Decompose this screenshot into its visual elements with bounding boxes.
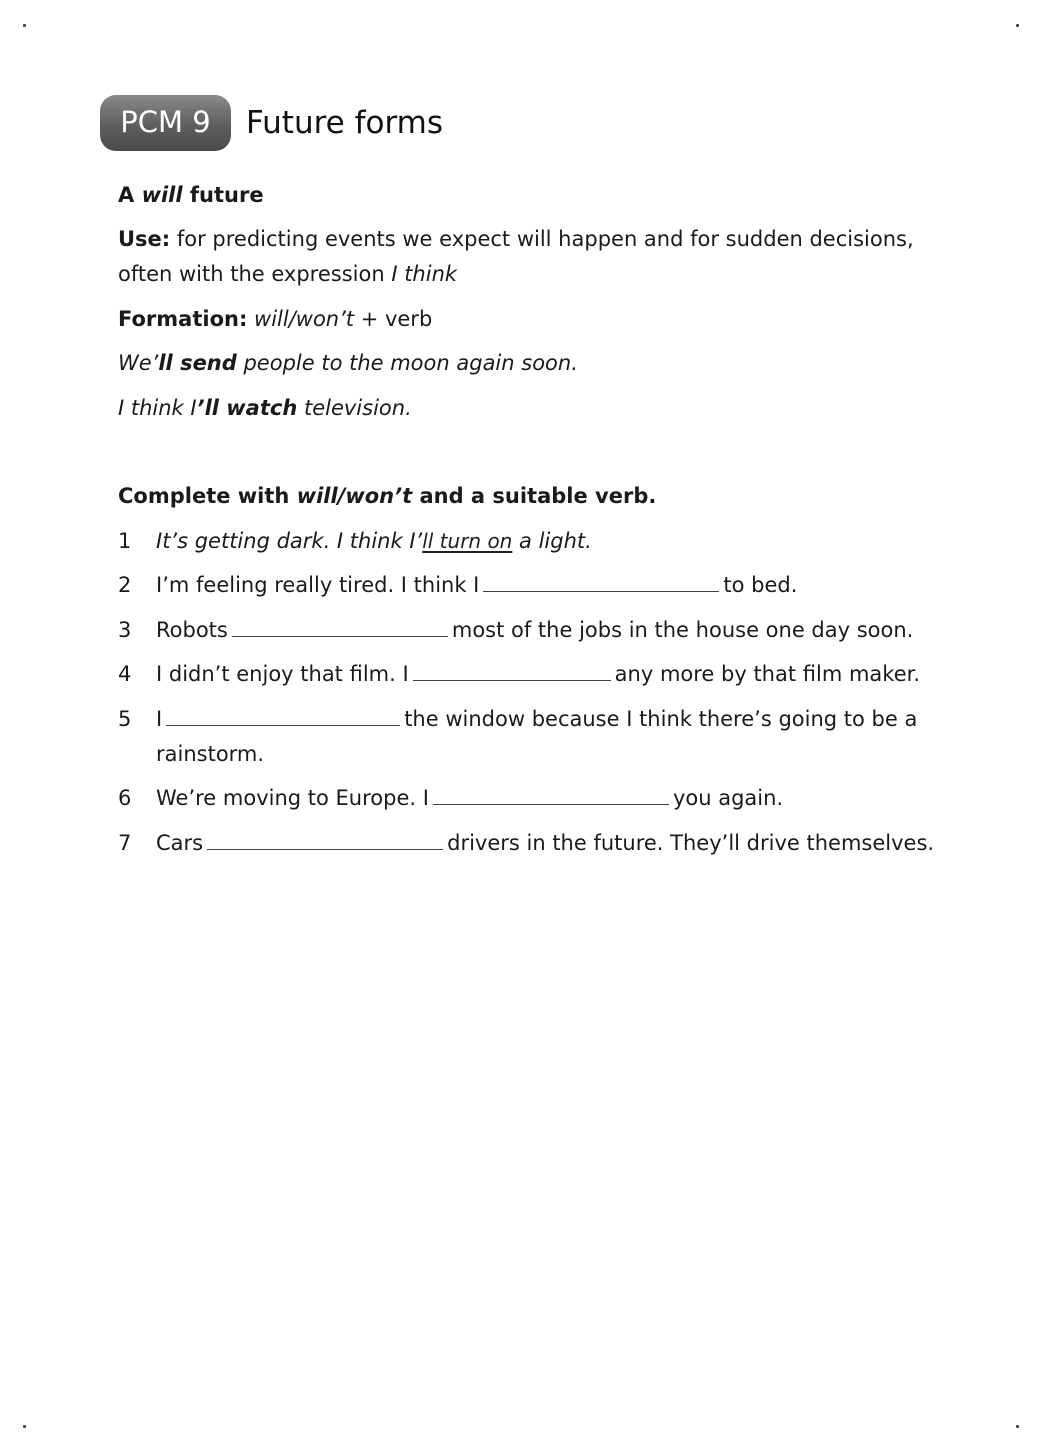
heading-suffix: future: [182, 183, 264, 207]
item-text-pre: It’s getting dark. I think I’: [156, 529, 423, 553]
item-text-post: drivers in the future. They’ll drive themselves.: [447, 831, 935, 855]
answer-blank[interactable]: [433, 782, 669, 805]
instruction-italic: will/won’t: [296, 484, 413, 508]
answer-blank[interactable]: [207, 827, 443, 850]
page-header: [100, 95, 443, 151]
item-text-post: any more by that film maker.: [614, 662, 920, 686]
item-text-pre: Cars: [156, 831, 204, 855]
example-1-post: people to the moon again soon.: [236, 351, 578, 375]
example-2-bold: ’ll watch: [196, 396, 298, 420]
answer-blank[interactable]: [232, 614, 448, 637]
item-number: 4: [118, 662, 132, 686]
answer-blank[interactable]: [166, 703, 400, 726]
crop-mark-top-left: [23, 24, 26, 27]
item-text-post: a light.: [512, 529, 592, 553]
use-text-2-italic: I think: [391, 262, 458, 286]
heading-prefix: A: [118, 183, 142, 207]
item-text-post: you again.: [672, 786, 784, 810]
item-number: 6: [118, 786, 132, 810]
item-number: 1: [118, 529, 132, 553]
item-text-post: to bed.: [723, 573, 798, 597]
example-2: [118, 391, 412, 425]
section-heading: [118, 178, 264, 212]
item-text-post: the window because I think there’s going to be a: [404, 707, 918, 731]
item-number: 2: [118, 573, 132, 597]
example-1: [118, 346, 578, 380]
answer-blank[interactable]: [483, 569, 719, 592]
item-text-continued: rainstorm.: [156, 742, 265, 766]
item-number: 5: [118, 707, 132, 731]
formation-label: Formation:: [118, 307, 248, 331]
example-answer: ll turn on: [422, 529, 513, 553]
example-1-bold: ll send: [158, 351, 237, 375]
crop-mark-top-right: [1016, 24, 1019, 27]
exercise-instruction: [118, 479, 656, 513]
use-line-2: [118, 257, 457, 291]
heading-word: will: [141, 183, 183, 207]
use-text: for predicting events we expect will happen and for sudden decisions,: [170, 227, 914, 251]
formation-line: [118, 302, 432, 336]
item-text-post: most of the jobs in the house one day soon.: [451, 618, 914, 642]
example-2-post: television.: [297, 396, 412, 420]
use-line-1: [118, 222, 914, 256]
item-text-pre: I didn’t enjoy that film. I: [156, 662, 409, 686]
use-text-2: often with the expression: [118, 262, 392, 286]
page-title: Future forms: [246, 105, 444, 141]
formation-text: + verb: [354, 307, 433, 331]
answer-blank[interactable]: [413, 658, 611, 681]
pcm-badge: PCM 9: [100, 95, 231, 151]
item-text-pre: I’m feeling really tired. I think I: [156, 573, 480, 597]
crop-mark-bottom-left: [23, 1425, 26, 1428]
instruction-pre: Complete with: [118, 484, 297, 508]
item-number: 7: [118, 831, 132, 855]
use-label: Use:: [118, 227, 171, 251]
item-number: 3: [118, 618, 132, 642]
item-text-pre: I: [156, 707, 163, 731]
formation-italic: will/won’t: [247, 307, 355, 331]
item-text-pre: Robots: [156, 618, 228, 642]
item-text-pre: We’re moving to Europe. I: [156, 786, 429, 810]
example-1-pre: We’: [118, 351, 159, 375]
example-2-pre: I think I: [118, 396, 197, 420]
instruction-post: and a suitable verb.: [412, 484, 657, 508]
crop-mark-bottom-right: [1016, 1425, 1019, 1428]
